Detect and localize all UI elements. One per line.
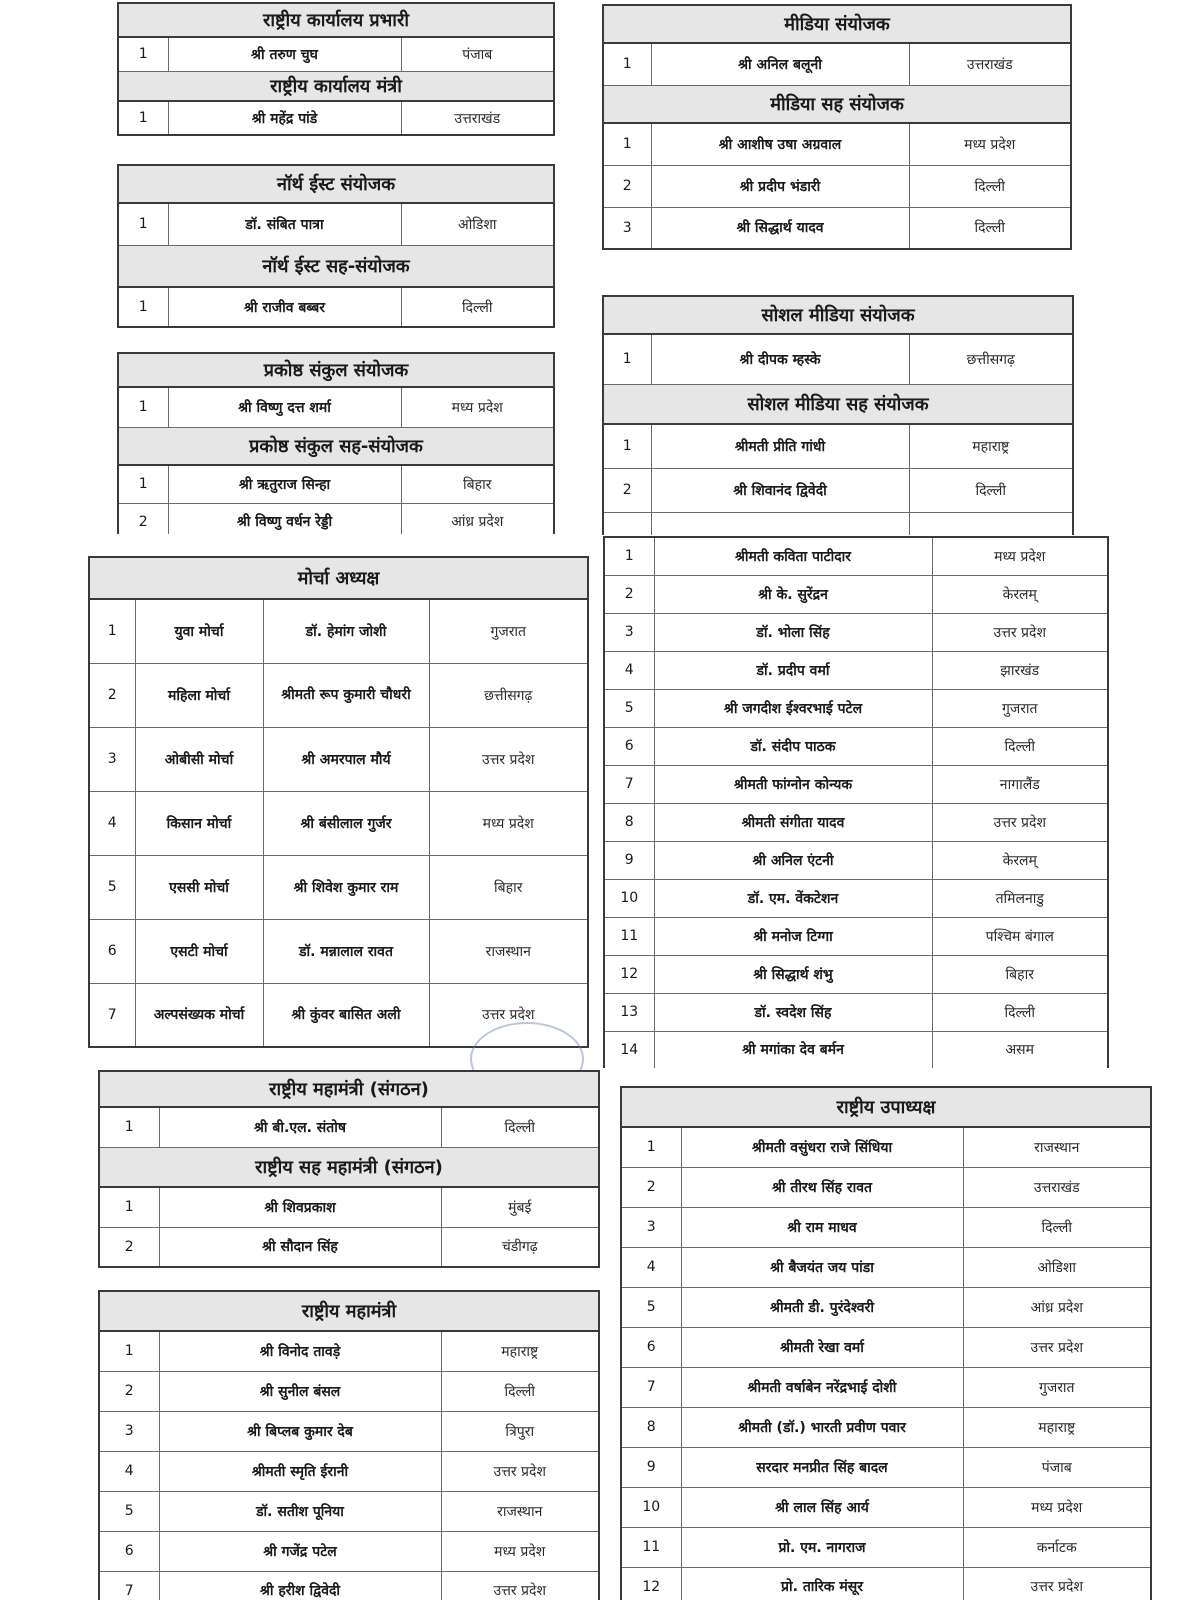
table-row: 8 श्रीमती संगीता यादव उत्तर प्रदेश [604, 803, 1108, 841]
table-row: 8 श्रीमती (डॉ.) भारती प्रवीण पवार महाराष्ट्र [621, 1407, 1151, 1447]
section-title: राष्ट्रीय उपाध्यक्ष [621, 1087, 1151, 1127]
table-row: 2 श्री शिवानंद द्विवेदी दिल्ली [603, 468, 1073, 512]
table-row: 7 श्रीमती वर्षाबेन नरेंद्रभाई दोशी गुजरात [621, 1367, 1151, 1407]
table-row: 4 श्रीमती स्मृति ईरानी उत्तर प्रदेश [99, 1451, 599, 1491]
table-row: 12 प्रो. तारिक मंसूर उत्तर प्रदेश [621, 1567, 1151, 1600]
table-row: 14 श्री मगांका देव बर्मन असम [604, 1031, 1108, 1068]
social-media-table [602, 295, 1074, 535]
table-row: 2 श्री सौदान सिंह चंडीगढ़ [99, 1227, 599, 1267]
table-row: 2 श्री प्रदीप भंडारी दिल्ली [603, 165, 1071, 207]
table-row: 1 श्री तरुण चुघ पंजाब [118, 37, 554, 71]
table-row: 1 श्री ऋतुराज सिन्हा बिहार [118, 465, 554, 503]
panel-cell-cluster [117, 352, 555, 534]
table-row: 10 डॉ. एम. वेंकटेशन तमिलनाडु [604, 879, 1108, 917]
table-row: 1 श्री अनिल बलूनी उत्तराखंड [603, 43, 1071, 85]
panel-national-secretaries-list [603, 536, 1109, 1068]
org-secretary-table [98, 1070, 600, 1268]
table-row: 1 श्रीमती प्रीति गांधी महाराष्ट्र [603, 424, 1073, 468]
panel-vice-presidents [620, 1086, 1152, 1600]
table-row: 2 श्री सुनील बंसल दिल्ली [99, 1371, 599, 1411]
table-row: 1 श्रीमती कविता पाटीदार मध्य प्रदेश [604, 537, 1108, 575]
table-row: 6 डॉ. संदीप पाठक दिल्ली [604, 727, 1108, 765]
table-row: 5 श्री जगदीश ईश्वरभाई पटेल गुजरात [604, 689, 1108, 727]
table-row: 1 श्री शिवप्रकाश मुंबई [99, 1187, 599, 1227]
table-row: 5 डॉ. सतीश पूनिया राजस्थान [99, 1491, 599, 1531]
section-title: नॉर्थ ईस्ट संयोजक [118, 165, 554, 203]
media-table [602, 4, 1072, 250]
table-row: 1 युवा मोर्चा डॉ. हेमांग जोशी गुजरात [89, 599, 588, 663]
table-row: 2 महिला मोर्चा श्रीमती रूप कुमारी चौधरी छत्तीसगढ़ [89, 663, 588, 727]
table-row: 2 श्री के. सुरेंद्रन केरलम् [604, 575, 1108, 613]
table-row: 4 श्री बैजयंत जय पांडा ओडिशा [621, 1247, 1151, 1287]
table-row: 6 श्रीमती रेखा वर्मा उत्तर प्रदेश [621, 1327, 1151, 1367]
table-row: 3 श्री बिप्लब कुमार देब त्रिपुरा [99, 1411, 599, 1451]
table-row: 6 एसटी मोर्चा डॉ. मन्नालाल रावत राजस्थान [89, 919, 588, 983]
table-row: 7 श्रीमती फांग्नोन कोन्यक नागालैंड [604, 765, 1108, 803]
table-row: 1 श्री आशीष उषा अग्रवाल मध्य प्रदेश [603, 123, 1071, 165]
table-row: 5 एससी मोर्चा श्री शिवेश कुमार राम बिहार [89, 855, 588, 919]
table-row: 13 डॉ. स्वदेश सिंह दिल्ली [604, 993, 1108, 1031]
table-row: 7 अल्पसंख्यक मोर्चा श्री कुंवर बासित अली उत्तर प्रदेश [89, 983, 588, 1047]
panel-social-media [602, 295, 1074, 535]
table-row: 3 श्री सिद्धार्थ यादव दिल्ली [603, 207, 1071, 249]
table-row: 10 श्री लाल सिंह आर्य मध्य प्रदेश [621, 1487, 1151, 1527]
panel-media [602, 4, 1072, 250]
panel-general-secretary-org [98, 1070, 600, 1268]
section-title: राष्ट्रीय महामंत्री (संगठन) [99, 1071, 599, 1107]
section-title: प्रकोष्ठ संकुल सह-संयोजक [118, 427, 554, 465]
table-row: 2 श्री तीरथ सिंह रावत उत्तराखंड [621, 1167, 1151, 1207]
table-row: 6 श्री गजेंद्र पटेल मध्य प्रदेश [99, 1531, 599, 1571]
cell-cluster-table [117, 352, 555, 534]
general-secretaries-table [98, 1290, 600, 1600]
panel-north-east [117, 164, 555, 328]
table-row: 1 श्री दीपक म्हस्के छत्तीसगढ़ [603, 334, 1073, 384]
table-row: 3 श्री राम माधव दिल्ली [621, 1207, 1151, 1247]
table-row: 4 किसान मोर्चा श्री बंसीलाल गुर्जर मध्य प्रदेश [89, 791, 588, 855]
table-row: 1 श्री राजीव बब्बर दिल्ली [118, 287, 554, 327]
table-row: 3 ओबीसी मोर्चा श्री अमरपाल मौर्य उत्तर प्रदेश [89, 727, 588, 791]
panel-morcha-presidents [88, 556, 589, 1048]
table-row: 7 श्री हरीश द्विवेदी उत्तर प्रदेश [99, 1571, 599, 1600]
table-row: 11 श्री मनोज टिग्गा पश्चिम बंगाल [604, 917, 1108, 955]
morcha-table [88, 556, 589, 1048]
table-row: 9 श्री अनिल एंटनी केरलम् [604, 841, 1108, 879]
table-row: 1 श्री बी.एल. संतोष दिल्ली [99, 1107, 599, 1147]
table-row: 2 श्री विष्णु वर्धन रेड्डी आंध्र प्रदेश [118, 503, 554, 534]
section-title: नॉर्थ ईस्ट सह-संयोजक [118, 245, 554, 287]
table-row: 11 प्रो. एम. नागराज कर्नाटक [621, 1527, 1151, 1567]
section-title: राष्ट्रीय महामंत्री [99, 1291, 599, 1331]
section-title: राष्ट्रीय कार्यालय प्रभारी [118, 3, 554, 37]
table-row: 5 श्रीमती डी. पुरंदेश्वरी आंध्र प्रदेश [621, 1287, 1151, 1327]
table-row: 1 श्री विनोद तावड़े महाराष्ट्र [99, 1331, 599, 1371]
table-row: 1 डॉ. संबित पात्रा ओडिशा [118, 203, 554, 245]
section-title: मोर्चा अध्यक्ष [89, 557, 588, 599]
table-row: 1 श्री महेंद्र पांडे उत्तराखंड [118, 101, 554, 135]
vice-presidents-table [620, 1086, 1152, 1600]
north-east-table [117, 164, 555, 328]
section-title: राष्ट्रीय सह महामंत्री (संगठन) [99, 1147, 599, 1187]
panel-national-office [117, 2, 555, 136]
table-row: 12 श्री सिद्धार्थ शंभु बिहार [604, 955, 1108, 993]
section-title: मीडिया संयोजक [603, 5, 1071, 43]
table-row: 4 डॉ. प्रदीप वर्मा झारखंड [604, 651, 1108, 689]
table-row: 9 सरदार मनप्रीत सिंह बादल पंजाब [621, 1447, 1151, 1487]
table-row: 3 डॉ. भोला सिंह उत्तर प्रदेश [604, 613, 1108, 651]
table-row: 1 श्रीमती वसुंधरा राजे सिंधिया राजस्थान [621, 1127, 1151, 1167]
secretaries-table [603, 536, 1109, 1068]
section-title: मीडिया सह संयोजक [603, 85, 1071, 123]
section-title: प्रकोष्ठ संकुल संयोजक [118, 353, 554, 387]
section-title: सोशल मीडिया संयोजक [603, 296, 1073, 334]
panel-general-secretaries [98, 1290, 600, 1600]
office-table [117, 2, 555, 136]
table-row: 1 श्री विष्णु दत्त शर्मा मध्य प्रदेश [118, 387, 554, 427]
section-title: सोशल मीडिया सह संयोजक [603, 384, 1073, 424]
section-title: राष्ट्रीय कार्यालय मंत्री [118, 71, 554, 101]
